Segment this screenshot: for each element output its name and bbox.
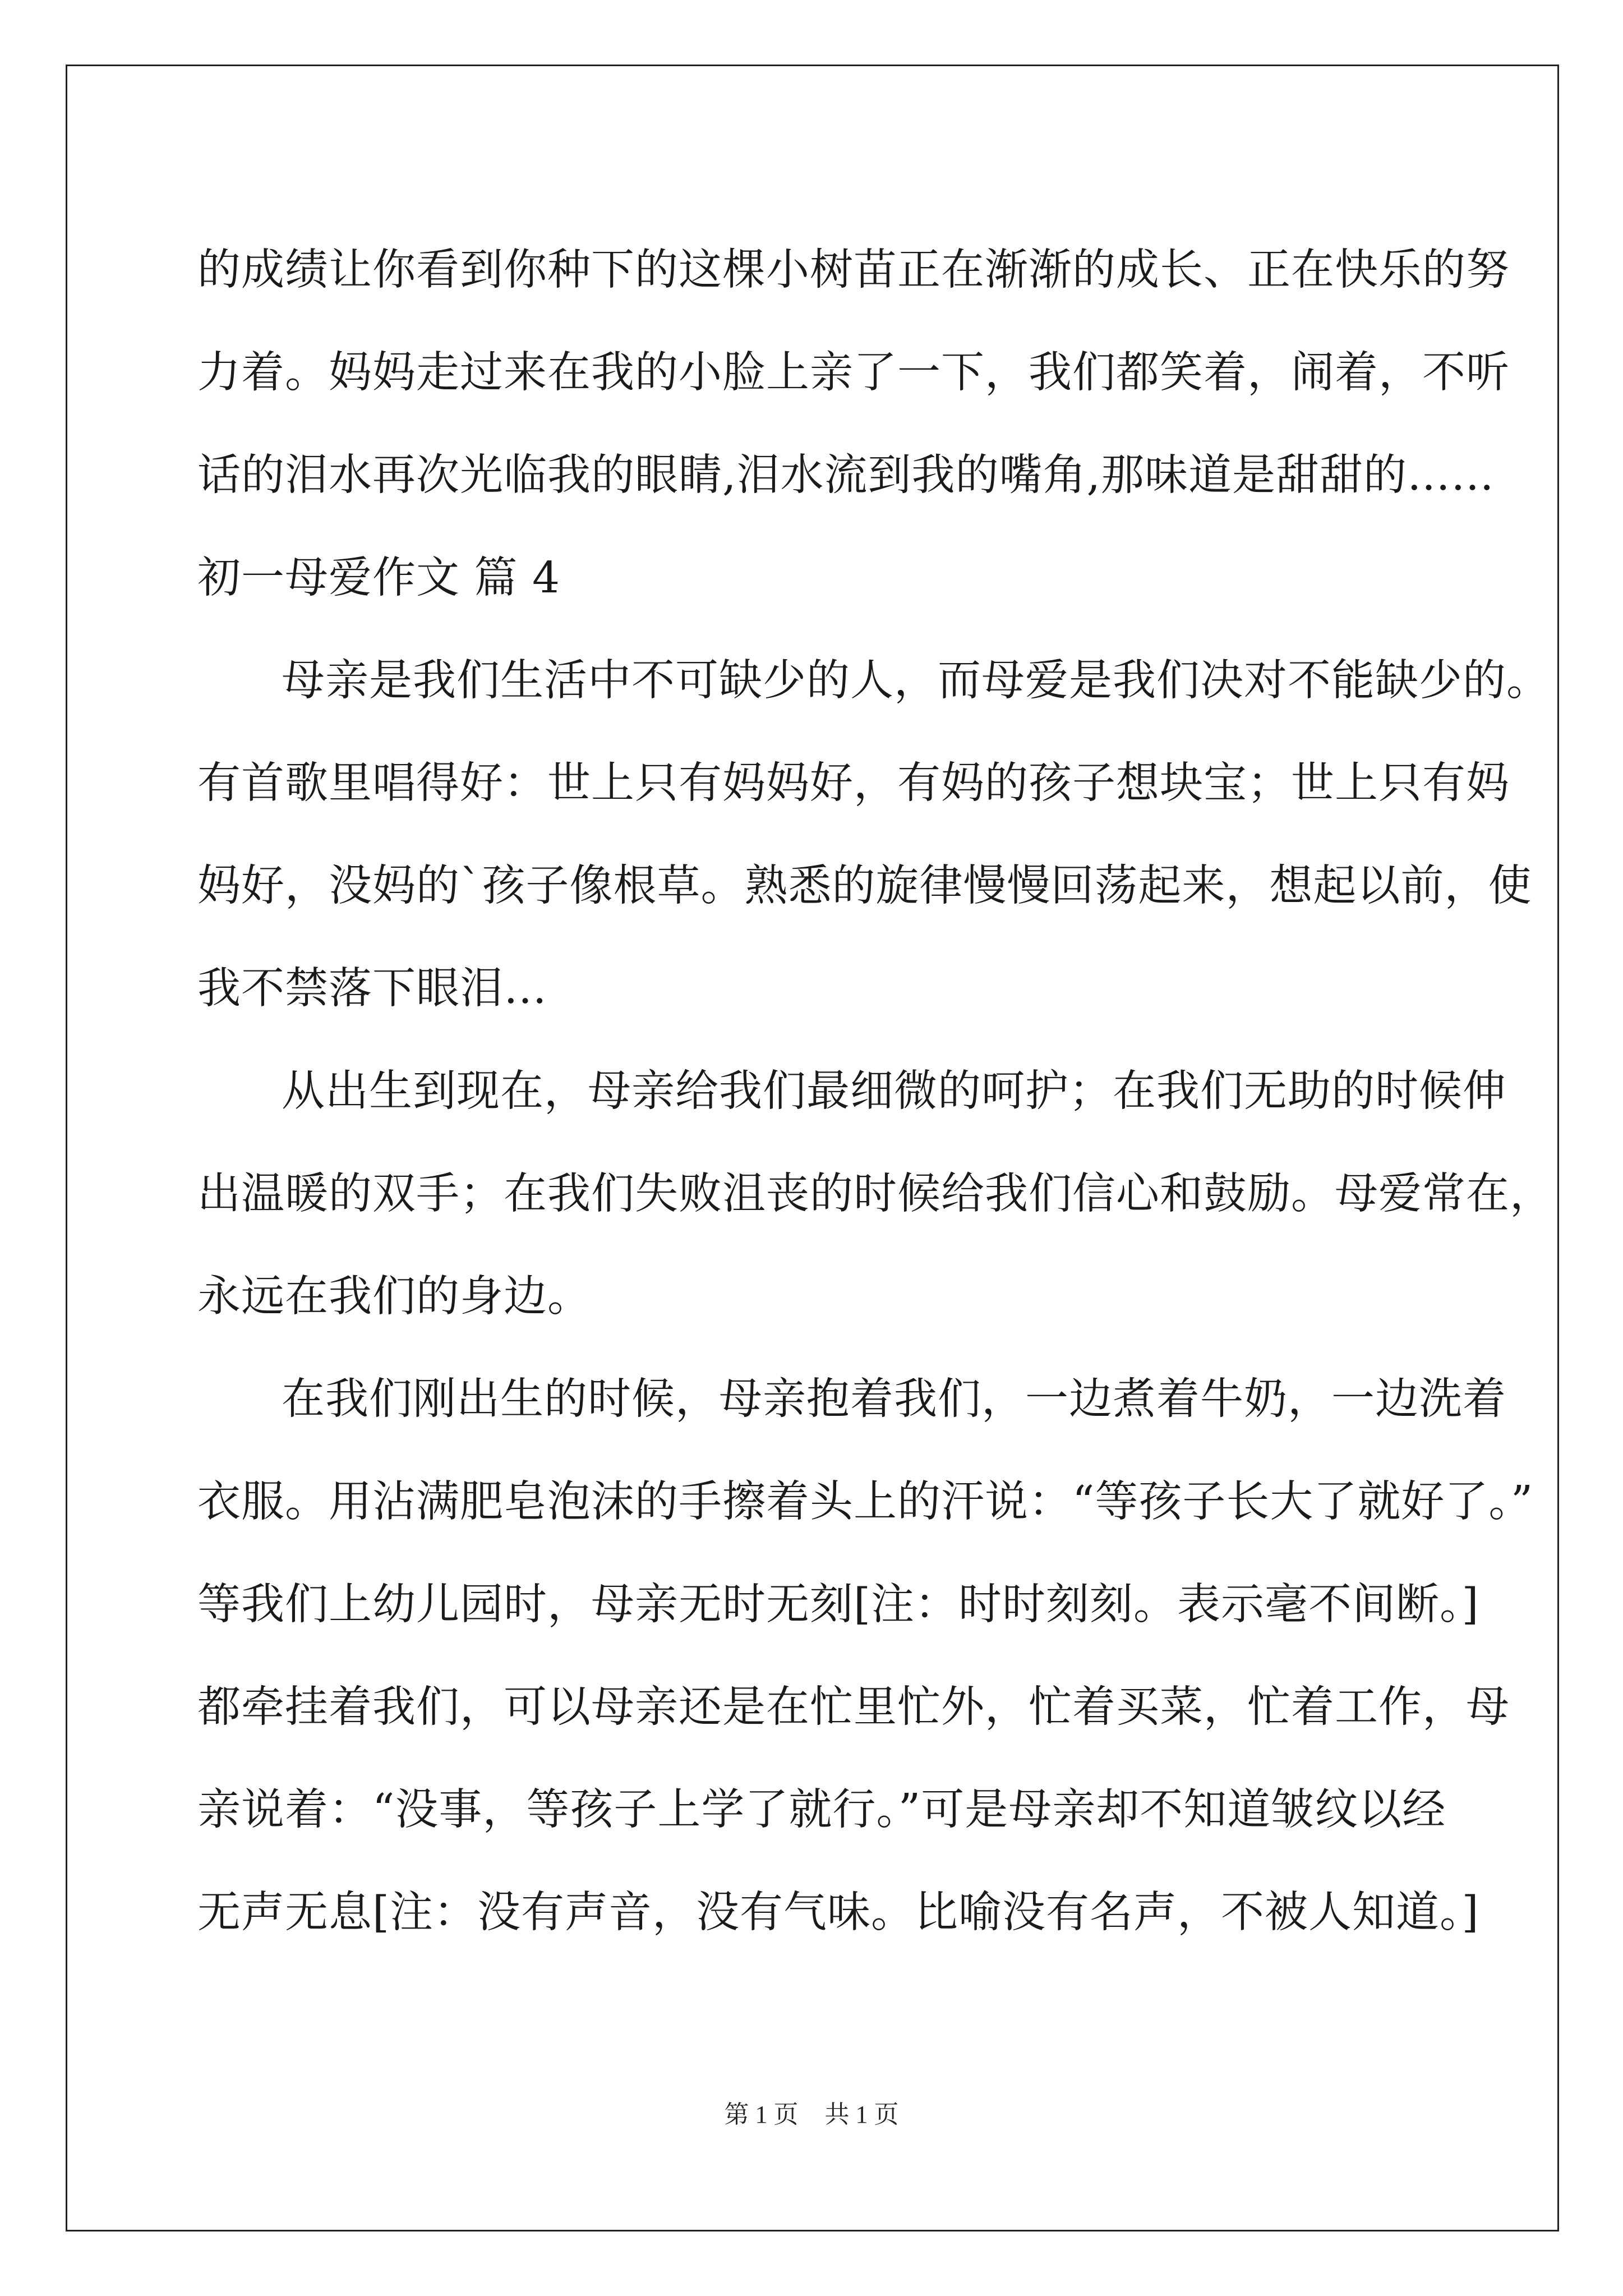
text-line: 都牵挂着我们，可以母亲还是在忙里忙外，忙着买菜，忙着工作，母: [197, 1682, 1510, 1732]
text-line: 永远在我们的身边。: [197, 1272, 591, 1322]
text-line: 的成绩让你看到你种下的这棵小树苗正在渐渐的成长、正在快乐的努: [197, 245, 1510, 295]
text-line: 有首歌里唱得好：世上只有妈妈好，有妈的孩子想块宝；世上只有妈: [197, 758, 1510, 808]
document-body: [197, 219, 1553, 1964]
page-number: 第 1 页: [724, 2101, 799, 2128]
text-line: 等我们上幼儿园时，母亲无时无刻[注：时时刻刻。表示毫不间断。]: [197, 1580, 1479, 1630]
text-line: 衣服。用沾满肥皂泡沫的手擦着头上的汗说：“等孩子长大了就好了。”: [197, 1477, 1534, 1527]
text-line: 亲说着：“没事，等孩子上学了就行。”可是母亲却不知道皱纹以经: [197, 1785, 1446, 1835]
text-line: 妈好，没妈的`孩子像根草。熟悉的旋律慢慢回荡起来，想起以前，使: [197, 861, 1532, 911]
text-line: 我不禁落下眼泪…: [197, 964, 547, 1014]
text-line: 话的泪水再次光临我的眼睛,泪水流到我的嘴角,那味道是甜甜的……: [197, 450, 1495, 500]
text-line: 力着。妈妈走过来在我的小脸上亲了一下，我们都笑着，闹着，不听: [197, 348, 1510, 398]
paragraph-start: 从出生到现在，母亲给我们最细微的呵护；在我们无助的时候伸: [282, 1066, 1506, 1116]
page-total: 共 1 页: [824, 2101, 899, 2128]
text-line: 出温暖的双手；在我们失败沮丧的时候给我们信心和鼓励。母爱常在，: [197, 1169, 1553, 1219]
section-heading: 初一母爱作文 篇 4: [197, 553, 560, 603]
paragraph-start: 在我们刚出生的时候，母亲抱着我们，一边煮着牛奶，一边洗着: [282, 1374, 1506, 1424]
paragraph-start: 母亲是我们生活中不可缺少的人，而母爱是我们决对不能缺少的。: [282, 656, 1550, 706]
text-line: 无声无息[注：没有声音，没有气味。比喻没有名声，不被人知道。]: [197, 1888, 1479, 1938]
page-footer: [0, 2094, 1623, 2130]
